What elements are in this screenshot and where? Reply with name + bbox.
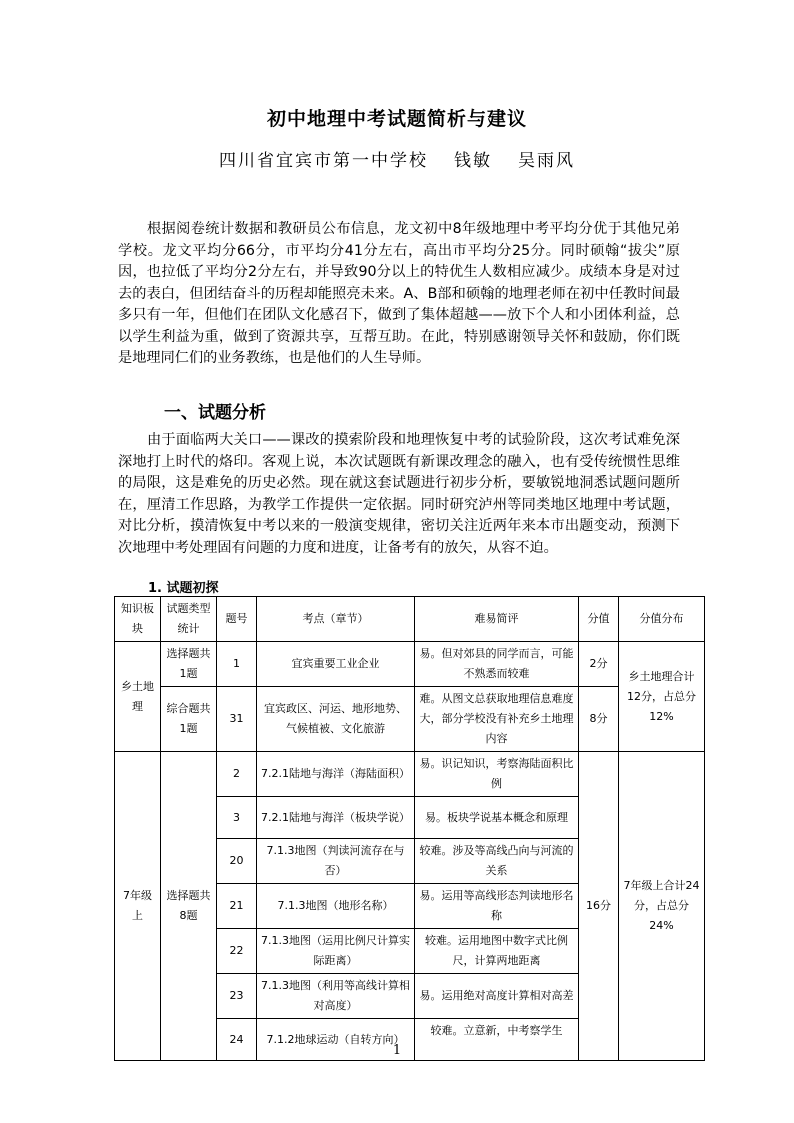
question-number-cell: 22: [217, 929, 257, 974]
question-number-cell: 3: [217, 797, 257, 839]
difficulty-cell: 易。但对郊县的同学而言，可能不熟悉而较难: [415, 642, 579, 687]
difficulty-cell: 较难。立意新，中考察学生: [415, 1019, 579, 1061]
difficulty-cell: 易。运用等高线形态判读地形名称: [415, 884, 579, 929]
question-number-cell: 1: [217, 642, 257, 687]
question-number-cell: 2: [217, 752, 257, 797]
subsection-heading: 1. 试题初探: [148, 581, 219, 596]
exam-point-cell: 7.1.2地球运动（自转方向）: [257, 1019, 415, 1061]
header-cell: 考点（章节）: [257, 597, 415, 642]
header-cell: 试题类型统计: [161, 597, 217, 642]
exam-point-cell: 7.1.3地图（判读河流存在与否）: [257, 839, 415, 884]
question-number-cell: 24: [217, 1019, 257, 1061]
question-number-cell: 20: [217, 839, 257, 884]
authors-line: [0, 146, 794, 171]
exam-analysis-table: [114, 596, 705, 1061]
exam-point-cell: 7.1.3地图（运用比例尺计算实际距离）: [257, 929, 415, 974]
header-cell: 分值分布: [619, 597, 705, 642]
question-number-cell: 23: [217, 974, 257, 1019]
question-number-cell: 21: [217, 884, 257, 929]
page-number: 1: [392, 1043, 402, 1058]
header-cell: 难易简评: [415, 597, 579, 642]
question-number-cell: 31: [217, 687, 257, 752]
exam-point-cell: 7.2.1陆地与海洋（板块学说）: [257, 797, 415, 839]
intro-paragraph: 根据阅卷统计数据和教研员公布信息，龙文初中8年级地理中考平均分优于其他兄弟学校。龙文平均分66分，市平均分41分左右，高出市平均分25分。同时硕翰“拔尖”原因，也拉低了平均分2分左右，并导致90分以上的特优生人数相应减少。成绩本身是对过去的表白，但团结奋斗的历程却能照亮未来。A、B部和硕翰的地理老师在初中任教时间最多只有一年，但他们在团队文化感召下，做到了集体超越——放下个人和小团体利益，总以学生利益为重，做到了资源共享，互帮互助。在此，特别感谢领导关怀和鼓励，你们既是地理同仁们的业务教练，也是他们的人生导师。: [118, 221, 680, 366]
table-row: [115, 752, 705, 797]
difficulty-cell: 较难。涉及等高线凸向与河流的关系: [415, 839, 579, 884]
table-row: [115, 642, 705, 687]
author-name: 钱敏: [454, 151, 492, 171]
question-type-cell: 选择题共8题: [161, 752, 217, 1061]
score-cell: 16分: [579, 752, 619, 1061]
header-cell: 分值: [579, 597, 619, 642]
school-name: 四川省宜宾市第一中学校: [219, 151, 428, 171]
author-name: 吴雨风: [518, 151, 575, 171]
distribution-cell: 7年级上合计24分，占总分24%: [619, 752, 705, 1061]
difficulty-cell: 易。板块学说基本概念和原理: [415, 797, 579, 839]
exam-point-cell: 7.2.1陆地与海洋（海陆面积）: [257, 752, 415, 797]
section-heading: 一、试题分析: [164, 403, 266, 423]
question-type-cell: 选择题共1题: [161, 642, 217, 687]
difficulty-cell: 较难。运用地图中数字式比例尺，计算两地距离: [415, 929, 579, 974]
question-type-cell: 综合题共1题: [161, 687, 217, 752]
header-cell: 知识板块: [115, 597, 161, 642]
knowledge-block-cell: 7年级上: [115, 752, 161, 1061]
knowledge-block-cell: 乡土地理: [115, 642, 161, 752]
difficulty-cell: 易。识记知识，考察海陆面积比例: [415, 752, 579, 797]
difficulty-cell: 易。运用绝对高度计算相对高差: [415, 974, 579, 1019]
exam-point-cell: 7.1.3地图（地形名称）: [257, 884, 415, 929]
score-cell: 8分: [579, 687, 619, 752]
difficulty-cell: 难。从图文总获取地理信息难度大，部分学校没有补充乡土地理内容: [415, 687, 579, 752]
score-cell: 2分: [579, 642, 619, 687]
exam-point-cell: 宜宾重要工业企业: [257, 642, 415, 687]
document-title: 初中地理中考试题简析与建议: [266, 108, 527, 130]
exam-point-cell: 7.1.3地图（利用等高线计算相对高度）: [257, 974, 415, 1019]
header-cell: 题号: [217, 597, 257, 642]
exam-point-cell: 宜宾政区、河运、地形地势、气候植被、文化旅游: [257, 687, 415, 752]
analysis-paragraph: 由于面临两大关口——课改的摸索阶段和地理恢复中考的试验阶段，这次考试难免深深地打上时代的烙印。客观上说，本次试题既有新课改理念的融入，也有受传统惯性思维的局限，这是难免的历史必然。现在就这套试题进行初步分析，要敏锐地洞悉试题问题所在，厘清工作思路，为教学工作提供一定依据。同时研究泸州等同类地区地理中考试题，对比分析，摸清恢复中考以来的一般演变规律，密切关注近两年来本市出题变动，预测下次地理中考处理固有问题的力度和进度，让备考有的放矢，从容不迫。: [118, 432, 680, 556]
distribution-cell: 乡土地理合计12分，占总分12%: [619, 642, 705, 752]
table-header-row: [115, 597, 705, 642]
table-row: [115, 687, 705, 752]
